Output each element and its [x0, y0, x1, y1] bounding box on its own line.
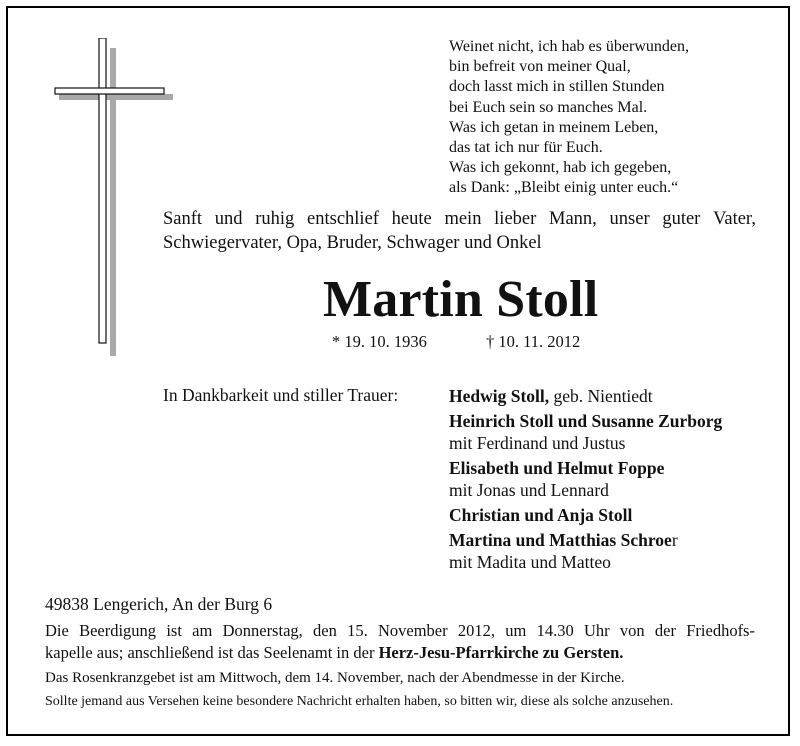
poem-line: als Dank: „Bleibt einig unter euch.“ — [449, 179, 679, 197]
funeral-word: um — [505, 621, 527, 640]
funeral-word: 2012, — [457, 621, 496, 640]
family-entry — [449, 504, 722, 526]
family-children: mit Ferdinand und Justus — [449, 433, 626, 453]
funeral-word: Uhr — [583, 621, 610, 640]
funeral-word: am — [192, 621, 213, 640]
address: 49838 Lengerich, An der Burg 6 — [45, 594, 273, 614]
notice-text: Sollte jemand aus Versehen keine besondere Nachricht erhalten haben, so bitten wir, diese als solche anzusehen. — [45, 694, 674, 709]
funeral-word: ist — [166, 621, 182, 640]
poem-line: das tat ich nur für Euch. — [449, 139, 603, 157]
poem-line: Was ich gekonnt, hab ich gegeben, — [449, 159, 672, 177]
intro-word: heute — [391, 209, 432, 229]
family-entry — [449, 410, 722, 454]
poem-line: bei Euch sein so manches Mal. — [449, 98, 648, 116]
funeral-word: Die — [45, 621, 69, 640]
intro-word: Vater, — [713, 209, 756, 229]
intro-word: Mann, — [549, 209, 597, 229]
cross-icon — [54, 38, 174, 356]
funeral-word: Beerdigung — [79, 621, 157, 640]
family-entry — [449, 529, 722, 573]
birth-date: * 19. 10. 1936 — [332, 332, 427, 351]
intro-word: und — [214, 209, 243, 229]
intro-line-1 — [163, 207, 756, 231]
family-name: Elisabeth und Helmut Foppe — [449, 458, 665, 478]
intro-word: Sanft — [163, 209, 203, 229]
funeral-word: 15. — [347, 621, 368, 640]
funeral-word: der — [654, 621, 676, 640]
intro-line-2: Schwiegervater, Opa, Bruder, Schwager und Onkel — [163, 233, 542, 253]
family-name-tail: r — [671, 530, 678, 550]
intro-word: entschlief — [307, 209, 379, 229]
family-list — [449, 385, 722, 576]
funeral-info — [45, 620, 755, 664]
family-name: Martina und Matthias Schroe — [449, 530, 672, 550]
church-name: Herz-Jesu-Pfarrkirche zu Gersten. — [378, 643, 624, 662]
family-children: mit Jonas und Lennard — [449, 480, 609, 500]
funeral-line-1 — [45, 620, 755, 642]
family-name: Christian und Anja Stoll — [449, 505, 633, 525]
family-entry — [449, 385, 722, 407]
intro-word: lieber — [494, 209, 537, 229]
intro-word: ruhig — [255, 209, 295, 229]
family-children: mit Madita und Matteo — [449, 552, 611, 572]
funeral-word: Donnerstag, — [222, 621, 303, 640]
deceased-name: Martin Stoll — [323, 271, 599, 328]
funeral-word: November — [377, 621, 448, 640]
poem-line: Was ich getan in meinem Leben, — [449, 118, 659, 136]
rosary-info: Das Rosenkranzgebet ist am Mittwoch, dem 14. November, nach der Abendmesse in der Kirche. — [45, 670, 625, 686]
poem — [449, 37, 689, 199]
intro-word: mein — [444, 209, 482, 229]
family-entry — [449, 457, 722, 501]
intro-text — [163, 207, 756, 255]
intro-word: unser — [609, 209, 650, 229]
funeral-word: von — [619, 621, 645, 640]
funeral-text: kapelle aus; anschließend ist das Seelenamt in der — [45, 643, 379, 662]
family-maiden-name: geb. Nientiedt — [549, 386, 653, 406]
poem-line: doch lasst mich in stillen Stunden — [449, 78, 665, 96]
intro-word: guter — [662, 209, 701, 229]
funeral-word: Friedhofs- — [686, 621, 755, 640]
funeral-line-2 — [45, 642, 755, 664]
funeral-word: den — [313, 621, 337, 640]
family-name: Heinrich Stoll und Susanne Zurborg — [449, 411, 723, 431]
mourners-label: In Dankbarkeit und stiller Trauer: — [163, 385, 399, 405]
poem-line: Weinet nicht, ich hab es überwunden, — [449, 38, 689, 55]
funeral-word: 14.30 — [536, 621, 574, 640]
family-name: Hedwig Stoll, — [449, 386, 550, 406]
death-date: † 10. 11. 2012 — [486, 332, 581, 351]
poem-line: bin befreit von meiner Qual, — [449, 58, 631, 76]
